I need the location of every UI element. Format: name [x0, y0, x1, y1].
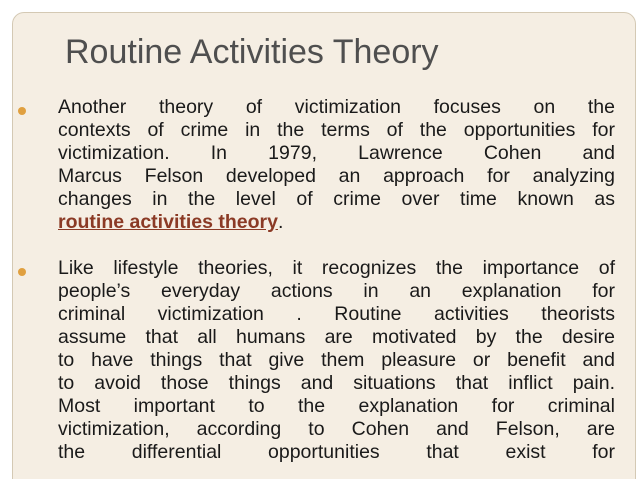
slide-frame	[12, 12, 636, 479]
paragraph-line: Most important to the explanation for criminal	[58, 395, 615, 417]
paragraph-line: criminal victimization . Routine activities theorists	[58, 303, 615, 325]
paragraph-line: contexts of crime in the terms of the opportunities for	[58, 119, 615, 141]
paragraph-line: to avoid those things and situations that inflict pain.	[58, 372, 615, 394]
paragraph-line: Like lifestyle theories, it recognizes the importance of	[58, 257, 615, 279]
paragraph-line: people’s everyday actions in an explanation for	[58, 280, 615, 302]
routine-activities-theory-link[interactable]: routine activities theory	[58, 211, 278, 233]
paragraph-line	[58, 211, 615, 234]
paragraph-line: changes in the level of crime over time known as	[58, 188, 615, 210]
paragraph-line: Another theory of victimization focuses on the	[58, 96, 615, 118]
sentence-period: .	[277, 211, 284, 233]
paragraph-line: victimization, according to Cohen and Felson, are	[58, 418, 615, 440]
bullet-paragraph	[58, 257, 615, 464]
bullet-paragraph	[58, 96, 615, 234]
paragraph-line: assume that all humans are motivated by the desire	[58, 326, 615, 348]
bullet-marker-icon	[18, 107, 26, 115]
paragraph-line: to have things that give them pleasure or benefit and	[58, 349, 615, 371]
paragraph-line: the differential opportunities that exist for	[58, 441, 615, 463]
paragraph-line: victimization. In 1979, Lawrence Cohen and	[58, 142, 615, 164]
bullet-marker-icon	[18, 268, 26, 276]
paragraph-line: Marcus Felson developed an approach for analyzing	[58, 165, 615, 187]
slide-title: Routine Activities Theory	[65, 33, 439, 71]
